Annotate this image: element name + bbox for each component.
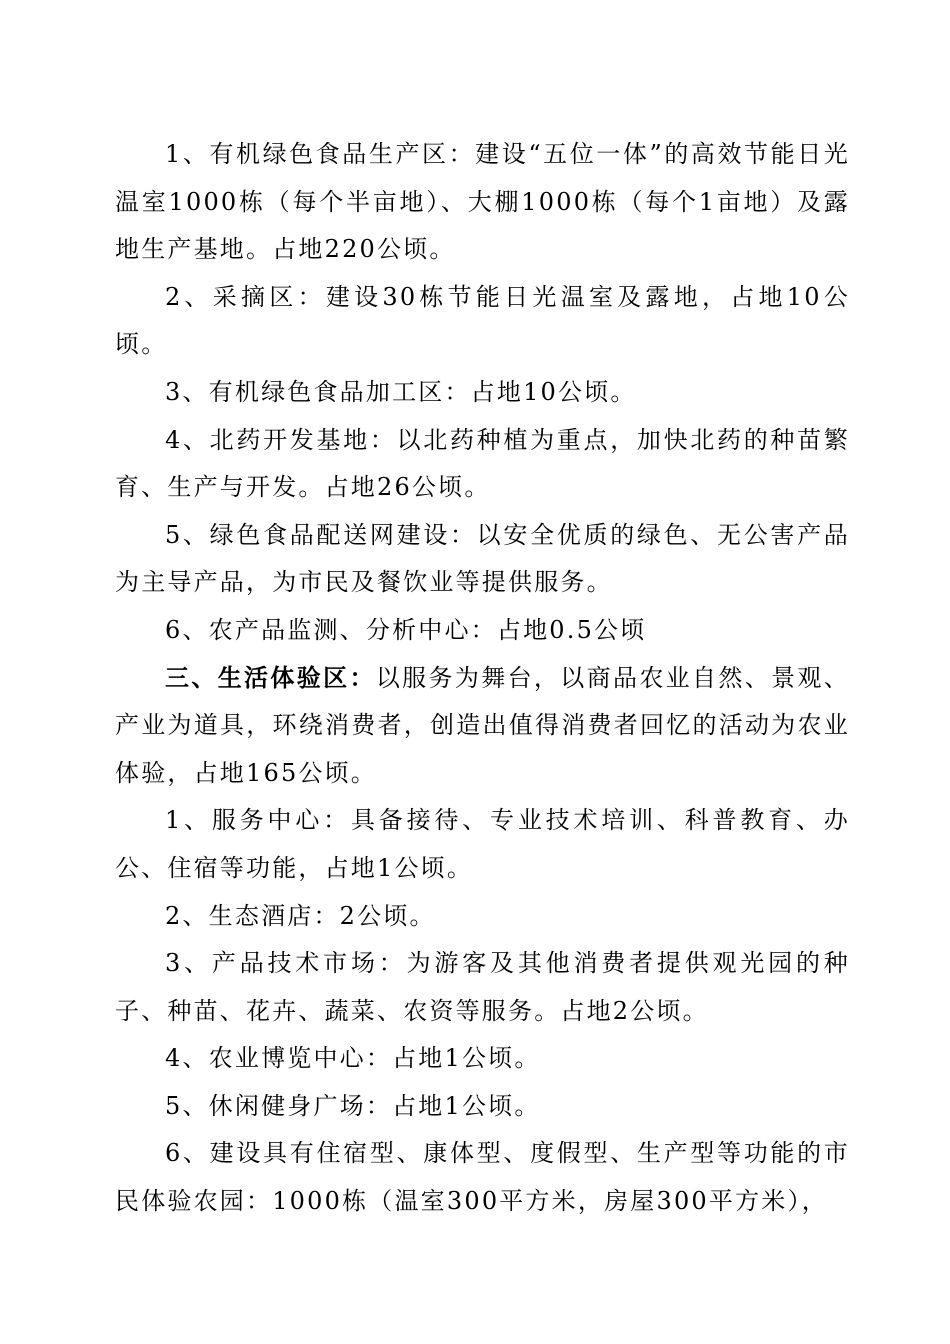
paragraph-distribution-network: 5、绿色食品配送网建设：以安全优质的绿色、无公害产品为主导产品，为市民及餐饮业等提供服务。: [115, 520, 850, 597]
paragraph-monitoring-center: 6、农产品监测、分析中心：占地0.5公顷: [165, 615, 647, 644]
paragraph-fitness-square: 5、休闲健身广场：占地1公顷。: [165, 1091, 541, 1120]
paragraph-citizen-farm: 6、建设具有住宿型、康体型、度假型、生产型等功能的市民体验农园：1000栋（温室300平方米，房屋300平方米），: [115, 1139, 850, 1216]
paragraph-tech-market: 3、产品技术市场：为游客及其他消费者提供观光园的种子、种苗、花卉、蔬菜、农资等服务。占地2公顷。: [115, 949, 850, 1025]
section-life-experience: [115, 655, 850, 798]
document-body: [115, 131, 850, 1226]
paragraph-eco-hotel: 2、生态酒店：2公顷。: [165, 901, 436, 930]
paragraph-herb-base: 4、北药开发基地：以北药种植为重点，加快北药的种苗繁育、生产与开发。占地26公顷。: [115, 425, 850, 502]
paragraph-food-processing-zone: 3、有机绿色食品加工区：占地10公顷。: [165, 377, 637, 406]
paragraph-organic-production-zone: 1、有机绿色食品生产区：建设“五位一体”的高效节能日光温室1000栋（每个半亩地）、大棚1000栋（每个1亩地）及露地生产基地。占地220公顷。: [115, 140, 850, 264]
paragraph-expo-center: 4、农业博览中心：占地1公顷。: [165, 1044, 541, 1073]
paragraph-service-center: 1、服务中心：具备接待、专业技术培训、科普教育、办公、住宿等功能，占地1公顷。: [115, 806, 850, 882]
paragraph-picking-zone: 2、采摘区：建设30栋节能日光温室及露地，占地10公顷。: [115, 282, 850, 359]
section-body: 以服务为舞台，以商品农业自然、景观、产业为道具，环绕消费者，创造出值得消费者回忆的活动为农业体验，占地165公顷。: [115, 663, 850, 787]
section-heading: 三、生活体验区：: [165, 663, 376, 692]
